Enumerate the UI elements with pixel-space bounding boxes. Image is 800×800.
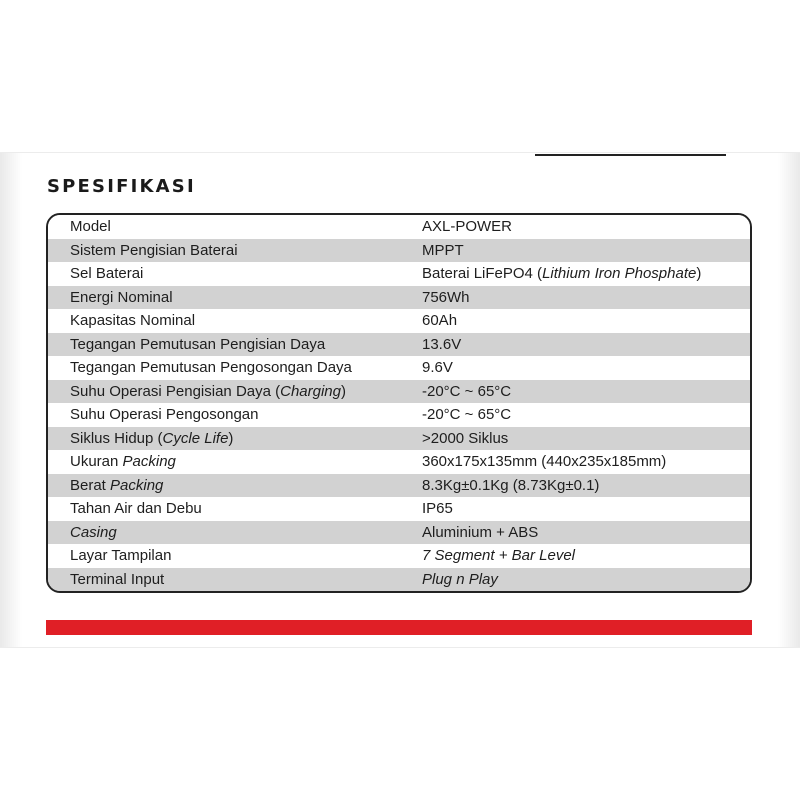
- spec-label: [48, 289, 422, 306]
- spec-label-text: Suhu Operasi Pengisian Daya (: [70, 382, 281, 400]
- spec-label: [48, 359, 422, 376]
- top-divider-line: [535, 154, 726, 156]
- spec-value-text: Baterai LiFePO4 (: [422, 265, 543, 283]
- spec-row: [48, 333, 750, 357]
- spec-value: [422, 265, 750, 282]
- spec-label-text: Casing: [70, 523, 117, 541]
- spec-value-text: >2000 Siklus: [422, 429, 509, 447]
- spec-label: [48, 571, 422, 588]
- spec-label-text: Packing: [110, 476, 164, 494]
- spec-label-text: Sistem Pengisian Baterai: [70, 241, 238, 259]
- spec-value-text: Plug n Play: [422, 570, 498, 588]
- red-accent-bar: [46, 620, 752, 635]
- page-title: SPESIFIKASI: [47, 176, 196, 197]
- spec-label-text: Layar Tampilan: [70, 547, 172, 565]
- spec-value: [422, 571, 750, 588]
- spec-row: [48, 427, 750, 451]
- spec-row: [48, 474, 750, 498]
- spec-value: [422, 289, 750, 306]
- spec-value: [422, 336, 750, 353]
- spec-label-text: Kapasitas Nominal: [70, 312, 196, 330]
- spec-label-text: Tegangan Pemutusan Pengosongan Daya: [70, 359, 352, 377]
- spec-value: [422, 359, 750, 376]
- spec-value: [422, 453, 750, 470]
- spec-value: [422, 500, 750, 517]
- spec-row: [48, 497, 750, 521]
- spec-label: [48, 383, 422, 400]
- spec-value: [422, 524, 750, 541]
- spec-label: [48, 218, 422, 235]
- spec-label-text: Packing: [122, 453, 176, 471]
- spec-label-text: Berat: [70, 476, 111, 494]
- spec-label-text: Terminal Input: [70, 570, 165, 588]
- spec-label: [48, 312, 422, 329]
- spec-value-text: 7 Segment + Bar Level: [422, 547, 576, 565]
- spec-value-text: 8.3Kg±0.1Kg (8.73Kg±0.1): [422, 476, 600, 494]
- spec-label: [48, 336, 422, 353]
- spec-row: [48, 215, 750, 239]
- spec-row: [48, 262, 750, 286]
- spec-label: [48, 406, 422, 423]
- spec-label-text: Tahan Air dan Debu: [70, 500, 202, 518]
- spec-label-text: Charging: [280, 382, 341, 400]
- spec-table: [46, 213, 752, 593]
- spec-value-text: 756Wh: [422, 288, 470, 306]
- spec-row: [48, 403, 750, 427]
- spec-label: [48, 547, 422, 564]
- spec-label: [48, 524, 422, 541]
- spec-value-text: IP65: [422, 500, 453, 518]
- spec-label: [48, 477, 422, 494]
- spec-value-text: ): [696, 265, 702, 283]
- spec-value: [422, 477, 750, 494]
- spec-row: [48, 450, 750, 474]
- spec-value: [422, 312, 750, 329]
- spec-label: [48, 265, 422, 282]
- spec-value: [422, 430, 750, 447]
- left-edge-shadow: [0, 152, 22, 648]
- spec-value-text: 13.6V: [422, 335, 462, 353]
- right-edge-shadow: [778, 152, 800, 648]
- spec-value: [422, 406, 750, 423]
- spec-label-text: Ukuran: [70, 453, 123, 471]
- spec-label-text: Sel Baterai: [70, 265, 144, 283]
- spec-row: [48, 239, 750, 263]
- spec-label: [48, 453, 422, 470]
- spec-label: [48, 242, 422, 259]
- spec-row: [48, 380, 750, 404]
- spec-label-text: ): [228, 429, 234, 447]
- spec-label-text: Tegangan Pemutusan Pengisian Daya: [70, 335, 326, 353]
- spec-value-text: 360x175x135mm (440x235x185mm): [422, 453, 667, 471]
- spec-label-text: Suhu Operasi Pengosongan: [70, 406, 259, 424]
- spec-value: [422, 547, 750, 564]
- spec-value-text: 9.6V: [422, 359, 453, 377]
- spec-value: [422, 383, 750, 400]
- spec-label-text: Energi Nominal: [70, 288, 173, 306]
- spec-label-text: Model: [70, 218, 111, 236]
- spec-label-text: Siklus Hidup (: [70, 429, 163, 447]
- spec-value-text: Aluminium + ABS: [422, 523, 539, 541]
- spec-row: [48, 356, 750, 380]
- panel-bottom-edge: [0, 647, 800, 648]
- spec-value-text: Lithium Iron Phosphate: [542, 265, 697, 283]
- spec-value-text: AXL-POWER: [422, 218, 513, 236]
- spec-value: [422, 218, 750, 235]
- spec-row: [48, 309, 750, 333]
- spec-value-text: -20°C ~ 65°C: [422, 382, 512, 400]
- spec-row: [48, 286, 750, 310]
- spec-label: [48, 500, 422, 517]
- spec-value-text: MPPT: [422, 241, 464, 259]
- spec-label: [48, 430, 422, 447]
- spec-row: [48, 568, 750, 592]
- spec-value-text: -20°C ~ 65°C: [422, 406, 512, 424]
- spec-value-text: 60Ah: [422, 312, 458, 330]
- spec-label-text: Cycle Life: [162, 429, 229, 447]
- spec-value: [422, 242, 750, 259]
- spec-row: [48, 521, 750, 545]
- spec-row: [48, 544, 750, 568]
- panel-top-edge: [0, 152, 800, 153]
- spec-label-text: ): [341, 382, 346, 400]
